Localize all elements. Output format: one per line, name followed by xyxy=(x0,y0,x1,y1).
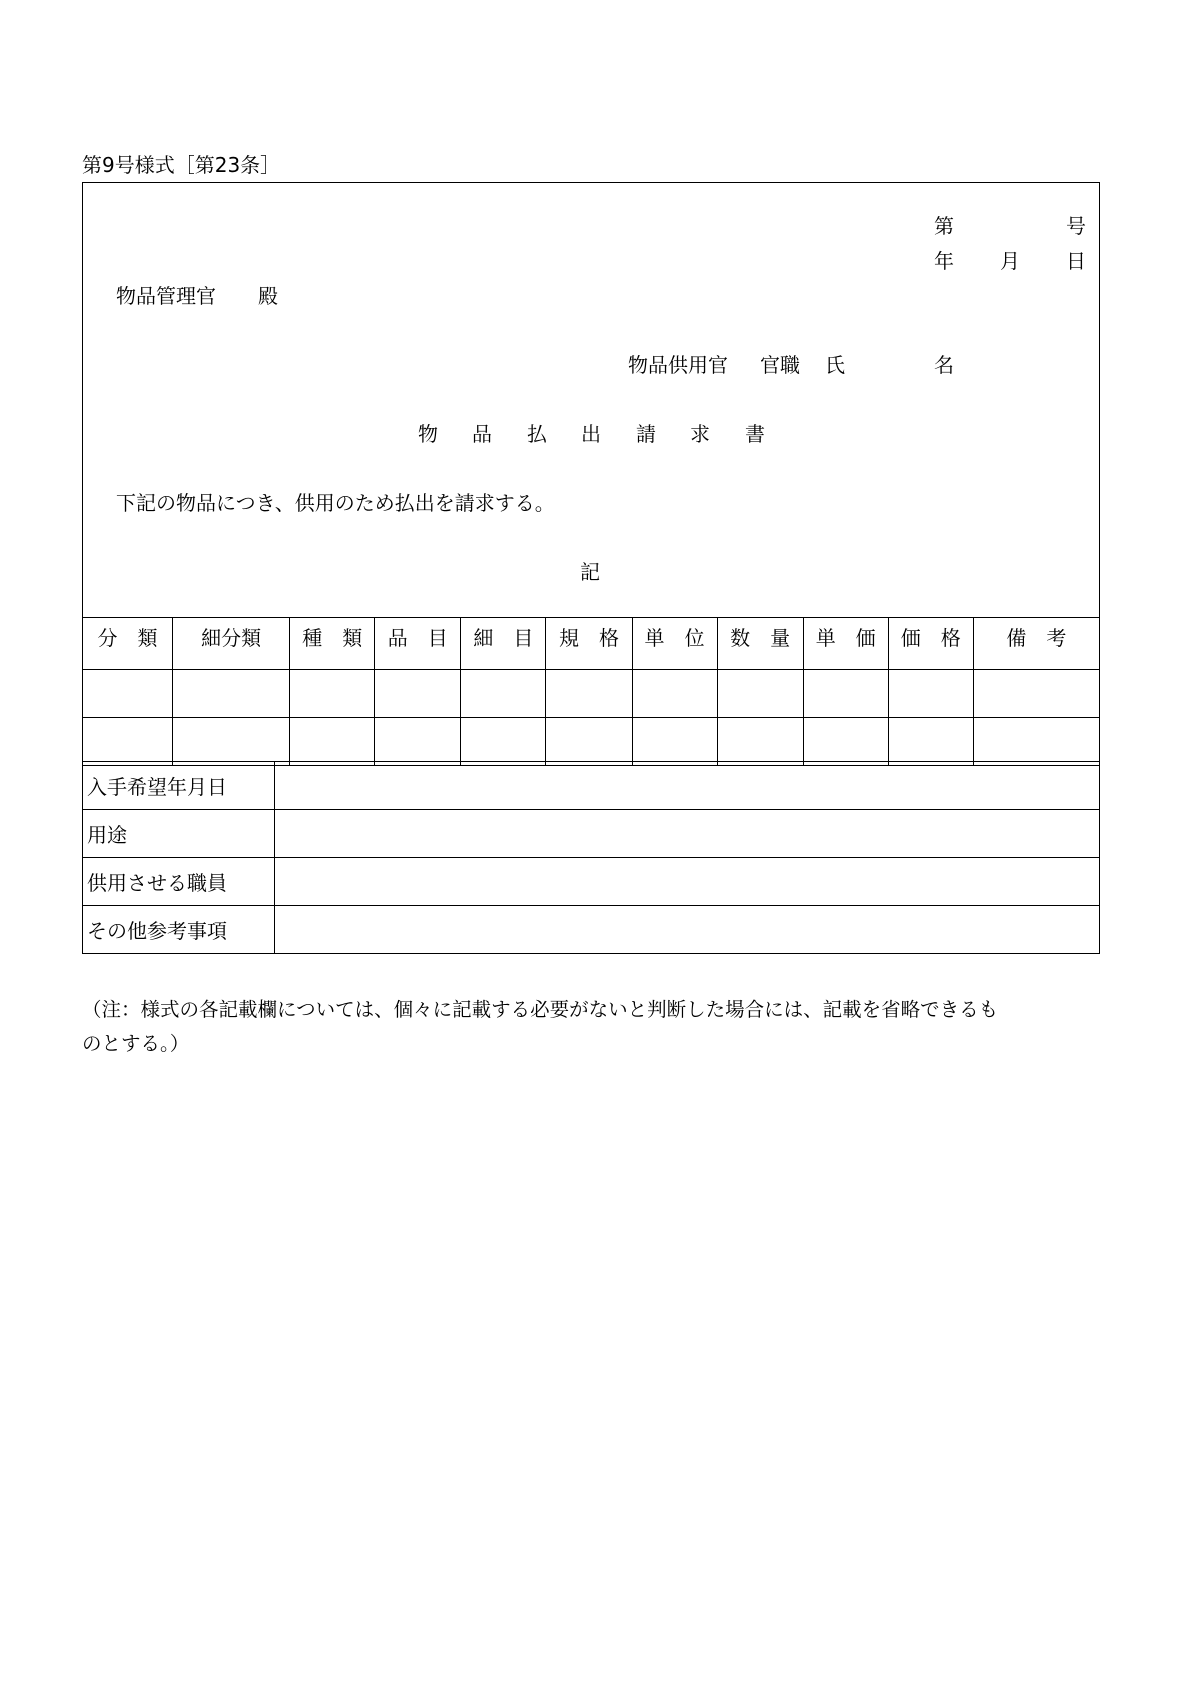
info-row-other xyxy=(83,906,1100,954)
addressee-title: 物品管理官 xyxy=(116,284,216,308)
items-table xyxy=(82,617,1100,766)
requester-title: 物品供用官 xyxy=(628,353,728,377)
item-cell[interactable] xyxy=(83,670,173,718)
note-line-1: （注：様式の各記載欄については、個々に記載する必要がないと判断した場合には、記載を省略できるも xyxy=(82,998,999,1021)
header-cell: 数 量 xyxy=(717,618,803,670)
info-value[interactable] xyxy=(275,762,1100,810)
title-char: 払 xyxy=(527,422,547,446)
item-cell[interactable] xyxy=(632,718,717,766)
title-char: 出 xyxy=(581,422,601,446)
item-cell[interactable] xyxy=(290,670,375,718)
item-cell[interactable] xyxy=(973,718,1099,766)
body-text: 下記の物品につき、供用のため払出を請求する。 xyxy=(116,491,555,515)
item-cell[interactable] xyxy=(717,670,803,718)
info-row-staff xyxy=(83,858,1100,906)
item-cell[interactable] xyxy=(803,670,888,718)
item-cell[interactable] xyxy=(375,670,461,718)
header-cell: 分 類 xyxy=(83,618,173,670)
item-cell[interactable] xyxy=(83,718,173,766)
header-cell: 価 格 xyxy=(888,618,973,670)
item-cell[interactable] xyxy=(546,670,632,718)
form-label: 第9号様式［第23条］ xyxy=(82,153,281,177)
item-cell[interactable] xyxy=(290,718,375,766)
info-label: 用途 xyxy=(83,810,275,858)
title-char: 求 xyxy=(690,422,710,446)
number-suffix: 号 xyxy=(1066,214,1086,238)
item-cell[interactable] xyxy=(973,670,1099,718)
requester-name-1: 氏 xyxy=(825,353,845,377)
item-cell[interactable] xyxy=(632,670,717,718)
addressee-honorific: 殿 xyxy=(258,284,278,308)
item-cell[interactable] xyxy=(173,670,290,718)
item-cell[interactable] xyxy=(546,718,632,766)
item-cell[interactable] xyxy=(375,718,461,766)
header-cell: 細 目 xyxy=(461,618,546,670)
ki-label: 記 xyxy=(580,560,600,584)
title-char: 物 xyxy=(418,422,438,446)
header-cell: 単 位 xyxy=(632,618,717,670)
number-prefix: 第 xyxy=(934,214,954,238)
header-cell: 規 格 xyxy=(546,618,632,670)
header-cell: 備 考 xyxy=(973,618,1099,670)
table-row xyxy=(83,718,1100,766)
info-table xyxy=(82,761,1100,954)
date-year: 年 xyxy=(934,249,954,273)
info-value[interactable] xyxy=(275,858,1100,906)
info-row-purpose xyxy=(83,810,1100,858)
title-char: 品 xyxy=(472,422,492,446)
info-value[interactable] xyxy=(275,906,1100,954)
item-cell[interactable] xyxy=(803,718,888,766)
table-row xyxy=(83,670,1100,718)
item-cell[interactable] xyxy=(888,670,973,718)
note-line-2: のとする。） xyxy=(82,1032,190,1055)
header-cell: 単 価 xyxy=(803,618,888,670)
info-label: 供用させる職員 xyxy=(83,858,275,906)
header-cell: 品 目 xyxy=(375,618,461,670)
items-header-row xyxy=(83,618,1100,670)
info-label: その他参考事項 xyxy=(83,906,275,954)
title-char: 書 xyxy=(745,422,765,446)
item-cell[interactable] xyxy=(461,718,546,766)
date-month: 月 xyxy=(1000,249,1020,273)
info-label: 入手希望年月日 xyxy=(83,762,275,810)
item-cell[interactable] xyxy=(461,670,546,718)
item-cell[interactable] xyxy=(888,718,973,766)
requester-position: 官職 xyxy=(760,353,800,377)
title-char: 請 xyxy=(636,422,656,446)
requester-name-2: 名 xyxy=(934,353,954,377)
info-row-acquisition-date xyxy=(83,762,1100,810)
info-value[interactable] xyxy=(275,810,1100,858)
header-cell: 種 類 xyxy=(290,618,375,670)
date-day: 日 xyxy=(1066,249,1086,273)
header-cell: 細分類 xyxy=(173,618,290,670)
item-cell[interactable] xyxy=(173,718,290,766)
form-frame xyxy=(82,182,1100,618)
item-cell[interactable] xyxy=(717,718,803,766)
